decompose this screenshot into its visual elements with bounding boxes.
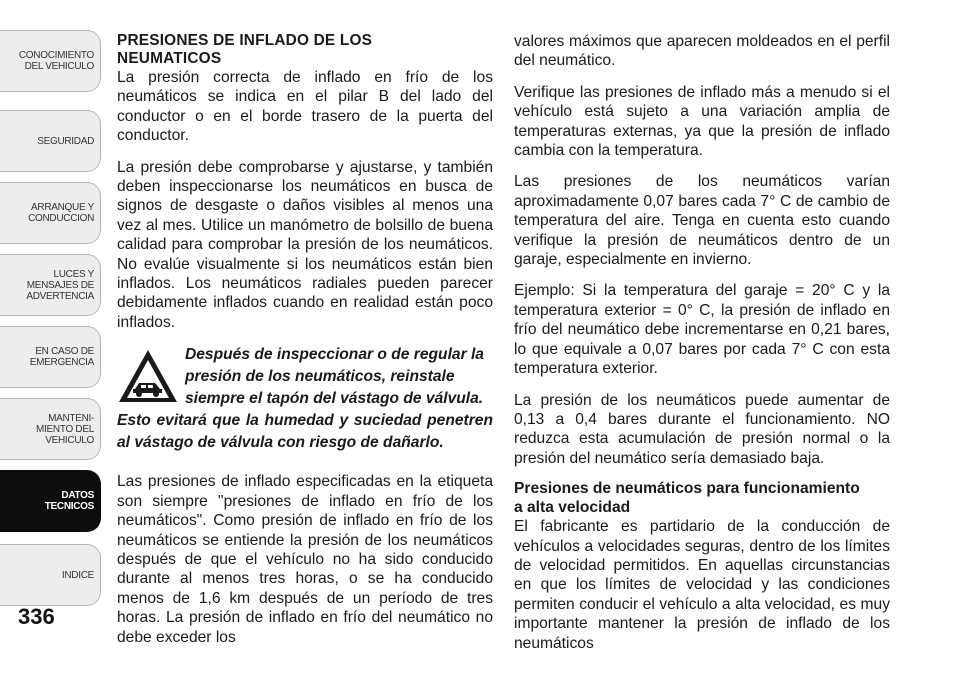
tab-en-caso-de-emergencia[interactable] bbox=[0, 326, 101, 388]
heading-line: a alta velocidad bbox=[514, 498, 631, 516]
paragraph: La presión correcta de inflado en frío de los neumáticos se indica en el pilar B del lado del conductor o en el borde trasero de la puerta del conductor. bbox=[117, 69, 493, 145]
tab-mantenimiento[interactable] bbox=[0, 398, 101, 460]
tab-label-line: ARRANQUE Y bbox=[31, 202, 94, 213]
tab-label-line: MANTENI- bbox=[48, 412, 94, 424]
tab-datos-tecnicos[interactable] bbox=[0, 470, 101, 532]
tab-label-line: TECNICOS bbox=[44, 501, 94, 512]
heading-line: Presiones de neumáticos para funcionamiento bbox=[514, 480, 860, 498]
warning-text-line: Después de inspeccionar o de regular la bbox=[185, 346, 484, 364]
right-column bbox=[514, 32, 890, 653]
tab-label-line: ADVERTENCIA bbox=[26, 290, 94, 302]
paragraph: Las presiones de los neumáticos varían aproximadamente 0,07 bares cada 7° C de cambio de temperatura del aire. Tenga en cuenta esto cuando verifique la presión de neumáticos dentro de un garaje, especialmente en invierno. bbox=[514, 173, 890, 269]
paragraph: Ejemplo: Si la temperatura del garaje = 20° C y la temperatura exterior = 0° C, la presión de inflado en frío del neumático debe incrementarse en 0,21 bares, lo que equivale a 0,07 bares por cada 7° C con esta temperatura exterior. bbox=[514, 282, 890, 378]
tab-label-line: CONDUCCION bbox=[28, 213, 94, 224]
tab-indice[interactable] bbox=[0, 544, 101, 606]
section-heading bbox=[117, 32, 493, 68]
paragraph: Verifique las presiones de inflado más a menudo si el vehículo está sujeto a una variación amplia de temperaturas externas, ya que la presión de inflado cambia con la temperatura. bbox=[514, 83, 890, 160]
tab-label-line: SEGURIDAD bbox=[37, 135, 94, 147]
tab-label-line: EN CASO DE bbox=[35, 346, 94, 357]
tab-luces-y-mensajes[interactable] bbox=[0, 254, 101, 316]
warning-text: Esto evitará que la humedad y suciedad penetren al vástago de válvula con riesgo de dañarlo. bbox=[117, 412, 493, 452]
warning-text-line: siempre el tapón del vástago de válvula. bbox=[185, 390, 484, 408]
page-number: 336 bbox=[18, 604, 55, 629]
tab-label-line: DEL VEHICULO bbox=[24, 61, 94, 72]
paragraph: La presión debe comprobarse y ajustarse, y también deben inspeccionarse los neumáticos en busca de signos de desgaste o daños visibles al menos una vez al mes. Utilice un manómetro de bolsillo de buena calidad para comprobar la presión de los neumáticos. No evalúe visualmente si los neumáticos están bien inflados. Los neumáticos radiales pueden parecer debidamente inflados cuando en realidad están poco inflados. bbox=[117, 158, 493, 331]
warning-triangle-icon bbox=[117, 348, 179, 404]
tab-label-line: MENSAJES DE bbox=[26, 279, 94, 291]
tab-label-line: LUCES Y bbox=[53, 268, 94, 280]
warning-block bbox=[117, 344, 493, 454]
heading-line: NEUMATICOS bbox=[117, 50, 222, 67]
subsection-heading bbox=[514, 480, 890, 517]
paragraph: El fabricante es partidario de la conducción de vehículos a velocidades seguras, dentro de los límites de velocidad permitidos. En aquellas circunstancias en que los límites de velocidad y las condiciones permiten conducir el vehículo a alta velocidad, es muy importante mantener la presión de inflado de los neumáticos bbox=[514, 518, 890, 652]
tab-label-line: CONOCIMIENTO bbox=[18, 50, 94, 61]
left-column bbox=[117, 32, 493, 647]
warning-text-line: presión de los neumáticos, reinstale bbox=[185, 368, 455, 386]
tab-label-line: VEHICULO bbox=[45, 434, 94, 446]
tab-label-line: EMERGENCIA bbox=[29, 357, 94, 368]
paragraph: valores máximos que aparecen moldeados en el perfil del neumático. bbox=[514, 33, 890, 70]
chapter-sidebar bbox=[0, 0, 101, 678]
tab-seguridad[interactable] bbox=[0, 110, 101, 172]
heading-line: PRESIONES DE INFLADO DE LOS bbox=[117, 32, 373, 49]
tab-arranque-y-conduccion[interactable] bbox=[0, 182, 101, 244]
paragraph: La presión de los neumáticos puede aumentar de 0,13 a 0,4 bares durante el funcionamiento. NO reduzca esta acumulación de presión normal o la presión del neumático sería demasiado baja. bbox=[514, 391, 890, 467]
tab-label-line: DATOS bbox=[61, 490, 94, 501]
tab-label-line: MIENTO DEL bbox=[36, 423, 94, 435]
tab-label-line: INDICE bbox=[61, 569, 94, 581]
tab-conocimiento-del-vehiculo[interactable] bbox=[0, 30, 101, 92]
paragraph: Las presiones de inflado especificadas en la etiqueta son siempre "presiones de inflado en frío de los neumáticos". Como presión de inflado en frío de los neumáticos se entiende la presión de los neumáticos después de que el vehículo no ha sido conducido durante al menos tres horas, o se ha conducido menos de 1,6 km después de un período de tres horas. La presión de inflado en frío del neumático no debe exceder los bbox=[117, 473, 493, 646]
